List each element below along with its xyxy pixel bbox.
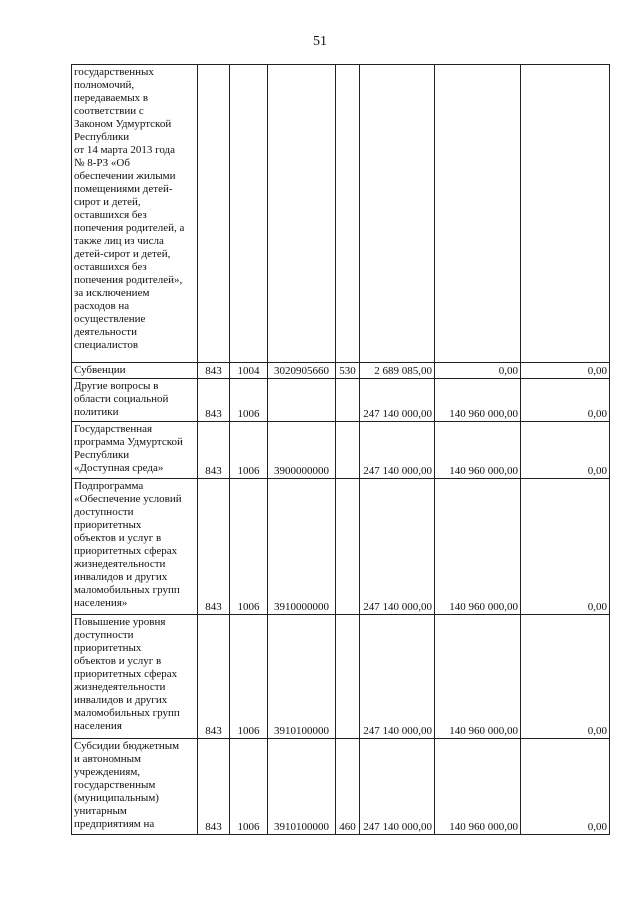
- row-name: Подпрограмма «Обеспечение условий доступности приоритетных объектов и услуг в приоритетных сферах жизнедеятельности инвалидов и других маломобильных групп населения»: [72, 479, 198, 615]
- table-row: [72, 479, 610, 615]
- ved-code: [198, 65, 230, 363]
- section-code: 1006: [230, 379, 268, 422]
- sum-year-1: 247 140 000,00: [360, 422, 435, 479]
- sum-year-3: 0,00: [521, 379, 610, 422]
- sum-year-2: 140 960 000,00: [435, 615, 521, 739]
- section-code: 1004: [230, 363, 268, 379]
- target-article-code: 3910100000: [268, 739, 336, 835]
- row-name: государственных полномочий, передаваемых в соответствии с Законом Удмуртской Республики от 14 марта 2013 года № 8-РЗ «Об обеспечении жилыми помещениями детей- сирот и детей, оставшихся без попечения родителей, а также лиц из числа детей-сирот и детей, оставшихся без попечения родителей», за исключением расходов на осуществление деятельности специалистов: [72, 65, 198, 363]
- expense-type-code: 460: [336, 739, 360, 835]
- sum-year-2: [435, 65, 521, 363]
- page-number: 51: [313, 34, 327, 49]
- target-article-code: [268, 65, 336, 363]
- sum-year-3: 0,00: [521, 422, 610, 479]
- expense-type-code: [336, 479, 360, 615]
- row-name: Субвенции: [72, 363, 198, 379]
- sum-year-2: 140 960 000,00: [435, 379, 521, 422]
- budget-table: [71, 64, 610, 835]
- sum-year-3: 0,00: [521, 363, 610, 379]
- expense-type-code: [336, 379, 360, 422]
- row-name: Государственная программа Удмуртской Республики «Доступная среда»: [72, 422, 198, 479]
- expense-type-code: [336, 615, 360, 739]
- ved-code: 843: [198, 379, 230, 422]
- target-article-code: 3900000000: [268, 422, 336, 479]
- sum-year-1: 247 140 000,00: [360, 379, 435, 422]
- sum-year-1: 2 689 085,00: [360, 363, 435, 379]
- table-row: [72, 739, 610, 835]
- sum-year-2: 0,00: [435, 363, 521, 379]
- section-code: 1006: [230, 422, 268, 479]
- ved-code: 843: [198, 479, 230, 615]
- sum-year-1: [360, 65, 435, 363]
- section-code: 1006: [230, 739, 268, 835]
- sum-year-1: 247 140 000,00: [360, 479, 435, 615]
- sum-year-2: 140 960 000,00: [435, 739, 521, 835]
- expense-type-code: [336, 422, 360, 479]
- sum-year-2: 140 960 000,00: [435, 479, 521, 615]
- sum-year-1: 247 140 000,00: [360, 615, 435, 739]
- table-row: [72, 65, 610, 363]
- table-row: [72, 379, 610, 422]
- section-code: [230, 65, 268, 363]
- sum-year-1: 247 140 000,00: [360, 739, 435, 835]
- table-row: [72, 422, 610, 479]
- sum-year-3: 0,00: [521, 739, 610, 835]
- sum-year-3: [521, 65, 610, 363]
- row-name: Другие вопросы в области социальной политики: [72, 379, 198, 422]
- target-article-code: 3910100000: [268, 615, 336, 739]
- ved-code: 843: [198, 363, 230, 379]
- sum-year-3: 0,00: [521, 479, 610, 615]
- table-row: [72, 363, 610, 379]
- section-code: 1006: [230, 615, 268, 739]
- sum-year-2: 140 960 000,00: [435, 422, 521, 479]
- ved-code: 843: [198, 422, 230, 479]
- ved-code: 843: [198, 615, 230, 739]
- table-row: [72, 615, 610, 739]
- expense-type-code: [336, 65, 360, 363]
- target-article-code: [268, 379, 336, 422]
- target-article-code: 3020905660: [268, 363, 336, 379]
- target-article-code: 3910000000: [268, 479, 336, 615]
- ved-code: 843: [198, 739, 230, 835]
- sum-year-3: 0,00: [521, 615, 610, 739]
- expense-type-code: 530: [336, 363, 360, 379]
- row-name: Субсидии бюджетным и автономным учреждениям, государственным (муниципальным) унитарным предприятиям на: [72, 739, 198, 835]
- section-code: 1006: [230, 479, 268, 615]
- row-name: Повышение уровня доступности приоритетных объектов и услуг в приоритетных сферах жизнедеятельности инвалидов и других маломобильных групп населения: [72, 615, 198, 739]
